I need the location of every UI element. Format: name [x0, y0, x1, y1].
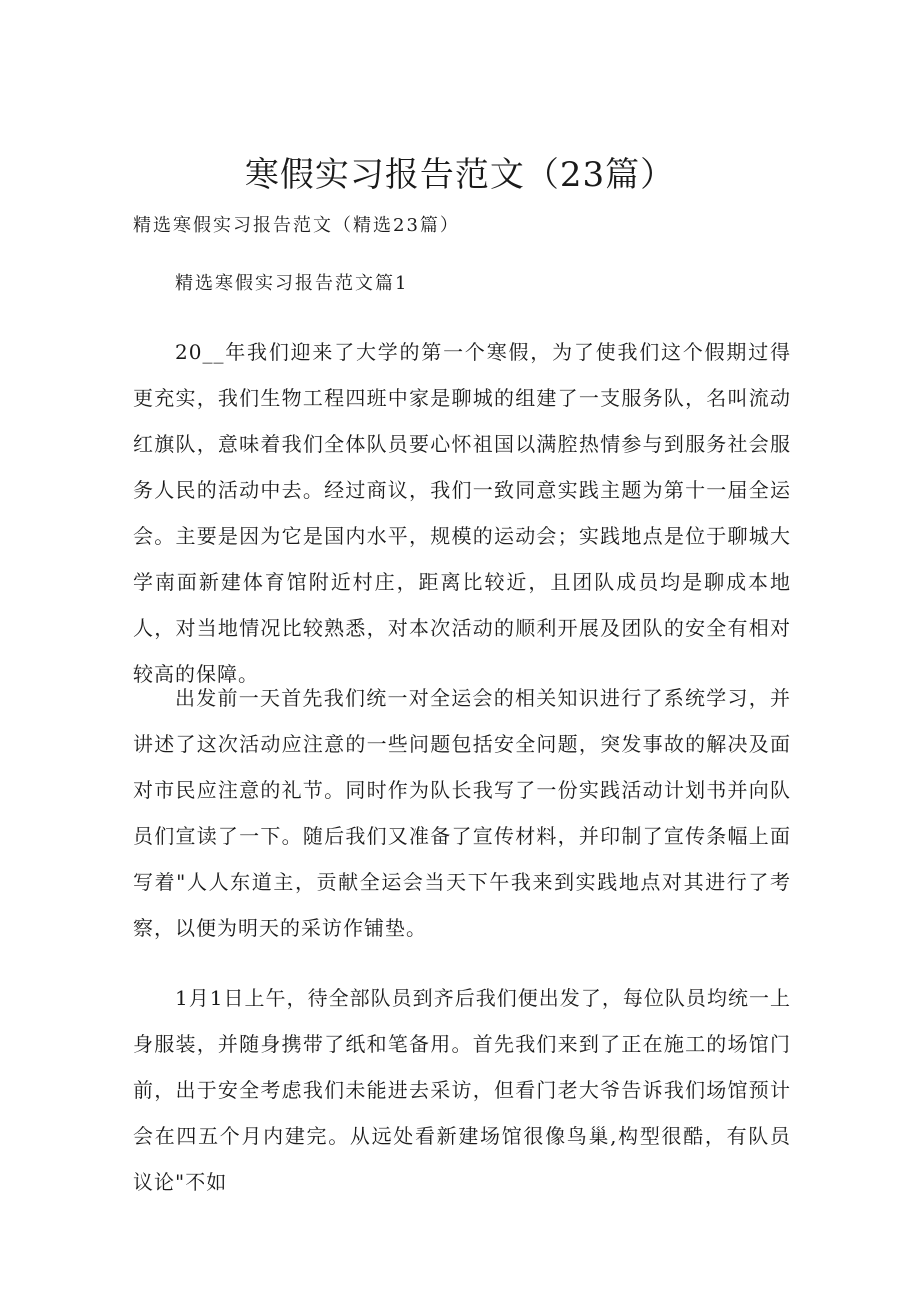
- section-heading: 精选寒假实习报告范文篇1: [175, 273, 409, 294]
- paragraph-2: 出发前一天首先我们统一对全运会的相关知识进行了系统学习，并讲述了这次活动应注意的一些问题包括安全问题，突发事故的解决及面对市民应注意的礼节。同时作为队长我写了一份实践活动计划书并向队员们宣读了一下。随后我们又准备了宣传材料，并印制了宣传条幅上面写着"人人东道主，贡献全运会当天下午我来到实践地点对其进行了考察，以便为明天的采访作铺垫。: [133, 686, 791, 940]
- document-subtitle: 精选寒假实习报告范文（精选23篇）: [133, 215, 460, 236]
- paragraph-1: 20__年我们迎来了大学的第一个寒假，为了使我们这个假期过得更充实，我们生物工程四班中家是聊城的组建了一支服务队，名叫流动红旗队，意味着我们全体队员要心怀祖国以满腔热情参与到服务社会服务人民的活动中去。经过商议，我们一致同意实践主题为第十一届全运会。主要是因为它是国内水平，规模的运动会；实践地点是位于聊城大学南面新建体育馆附近村庄，距离比较近，且团队成员均是聊成本地人，对当地情况比较熟悉，对本次活动的顺利开展及团队的安全有相对较高的保障。: [133, 340, 791, 686]
- paragraph-3: 1月1日上午，待全部队员到齐后我们便出发了，每位队员均统一上身服装，并随身携带了纸和笔备用。首先我们来到了正在施工的场馆门前，出于安全考虑我们未能进去采访，但看门老大爷告诉我们场馆预计会在四五个月内建完。从远处看新建场馆很像鸟巢,构型很酷，有队员议论"不如: [133, 986, 791, 1194]
- document-title: 寒假实习报告范文（23篇）: [244, 155, 676, 195]
